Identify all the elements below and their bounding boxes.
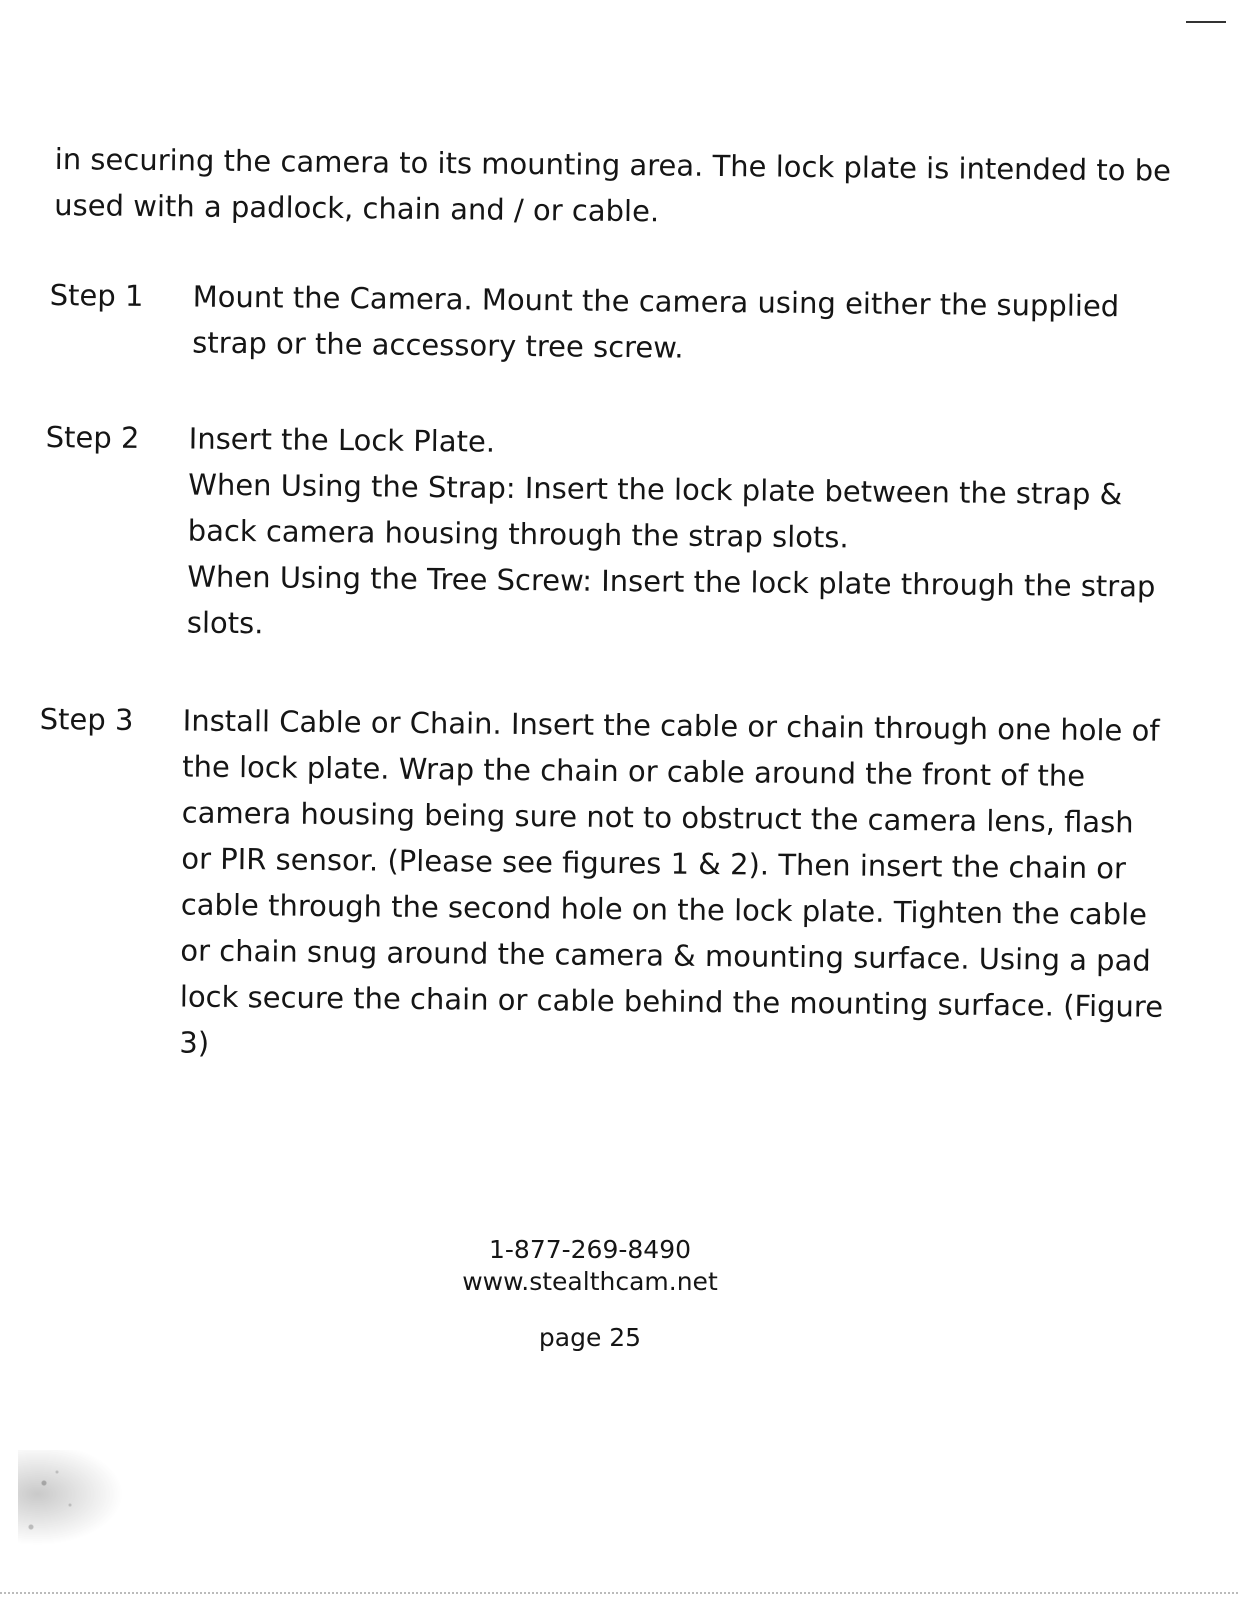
step-paragraph: Insert the Lock Plate.: [188, 421, 496, 459]
scan-edge-dots: [0, 1592, 1238, 1594]
step-label: Step 1: [49, 277, 144, 313]
top-edge-mark: [1186, 21, 1226, 23]
step-body: [192, 273, 1193, 375]
website-link: www.stealthcam.net: [462, 1267, 718, 1296]
step-3: [39, 696, 1220, 1060]
step-label: Step 3: [39, 701, 134, 737]
scan-speckle: [18, 1450, 148, 1560]
step-paragraph: When Using the Strap: Insert the lock plate between the strap & back camera housing through the strap slots.: [187, 467, 1123, 555]
step-1: [49, 272, 1230, 365]
support-phone: 1-877-269-8490: [488, 1235, 692, 1264]
intro-paragraph: in securing the camera to its mounting area. The lock plate is intended to be used with a padlock, chain and / or cable.: [54, 141, 1172, 229]
step-2: [45, 414, 1226, 641]
step-paragraph: Mount the Camera. Mount the camera using either the supplied strap or the accessory tree screw.: [192, 279, 1120, 365]
step-paragraph: Install Cable or Chain. Insert the cable or chain through one hole of the lock plate. Wrap the chain or cable around the front of the camera housing being sure not to obstruct the camera lens, flash or PIR sensor. (Please see figures 1 & 2). Then insert the chain or cable through the second hole on the lock plate. Tighten the cable or chain snug around the camera & mounting surface. Using a pad lock secure the chain or cable behind the mounting surface. (Figure 3): [179, 703, 1164, 1060]
step-body: [179, 697, 1168, 1075]
step-label: Step 2: [45, 419, 140, 455]
step-body: [187, 415, 1189, 655]
page-footer: [0, 1233, 1180, 1355]
page-number: page 25: [538, 1323, 642, 1352]
step-paragraph: When Using the Tree Screw: Insert the lock plate through the strap slots.: [186, 559, 1156, 641]
